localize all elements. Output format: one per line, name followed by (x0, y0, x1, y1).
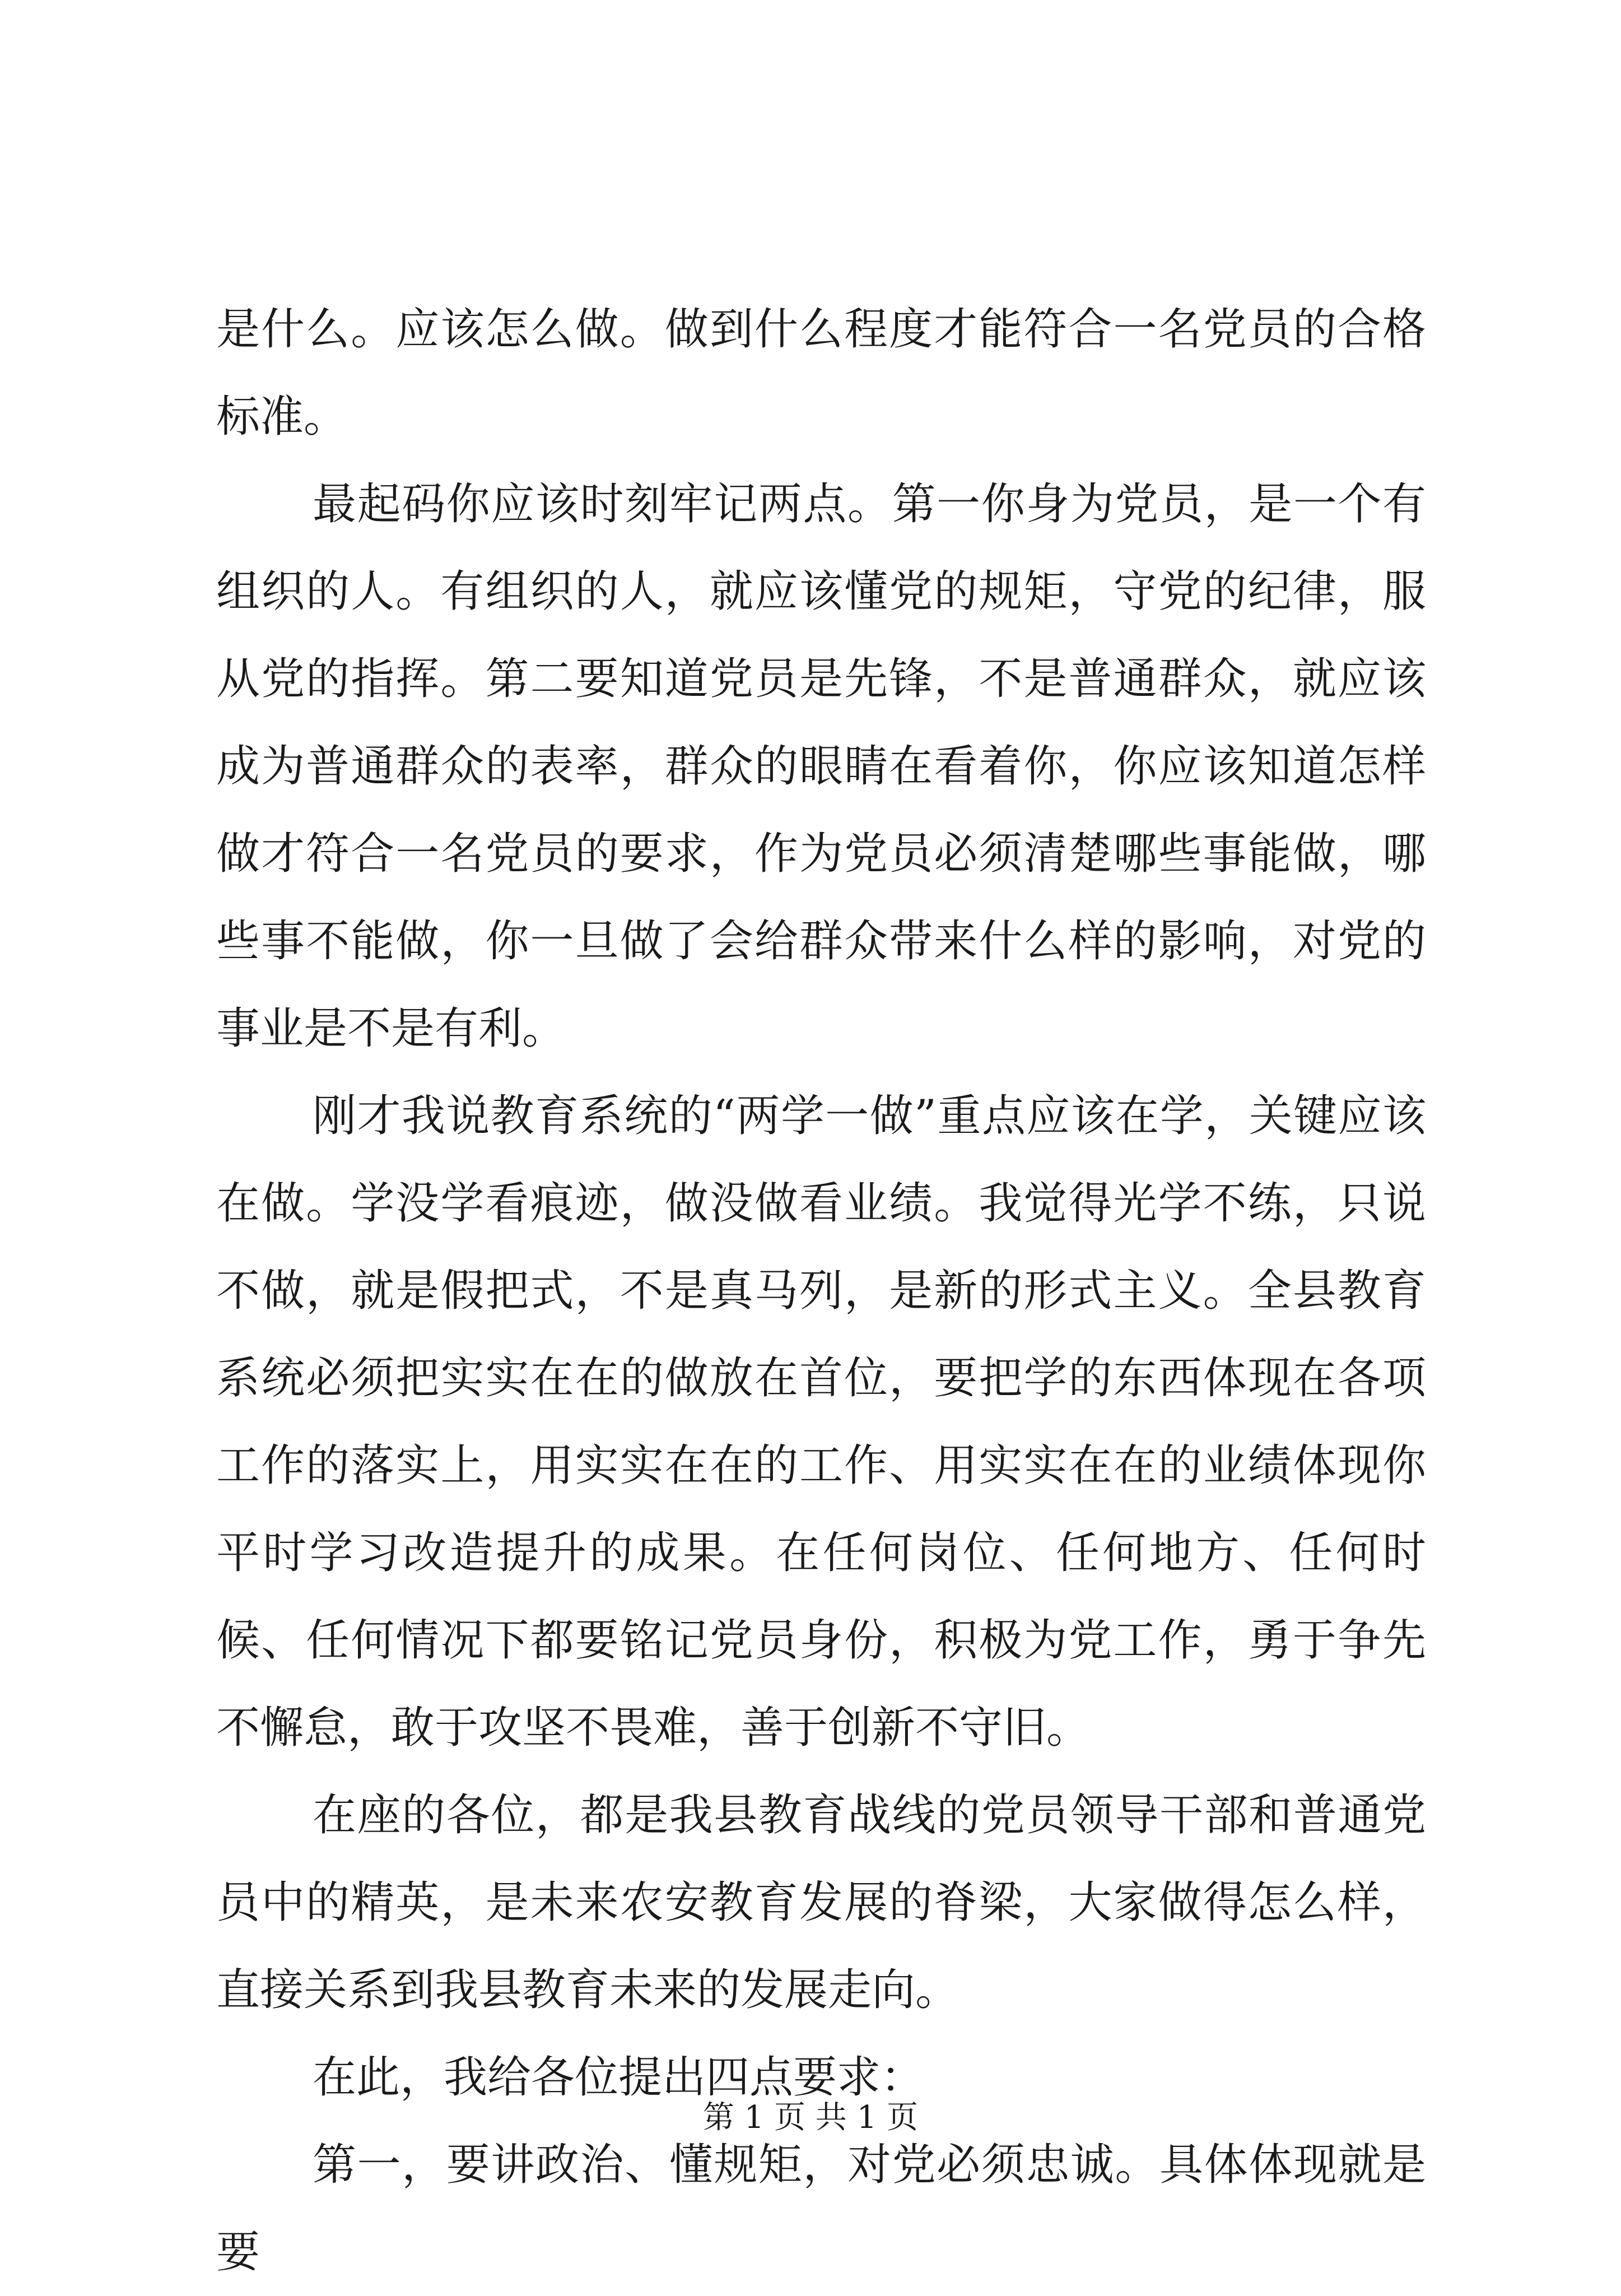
page-number-footer: 第 1 页 共 1 页 (702, 2099, 919, 2136)
document-body (216, 286, 1426, 2296)
paragraph-learn-and-do: 刚才我说教育系统的“两学一做”重点应该在学，关键应该在做。学没学看痕迹，做没做看业绩。我觉得光学不练，只说不做，就是假把式，不是真马列，是新的形式主义。全县教育系统必须把实实在在的做放在首位，要把学的东西体现在各项工作的落实上，用实实在在的工作、用实实在在的业绩体现你平时学习改造提升的成果。在任何岗位、任何地方、任何时候、任何情况下都要铭记党员身份，积极为党工作，勇于争先不懈怠，敢于攻坚不畏难，善于创新不守旧。 (216, 1091, 1426, 1753)
paragraph-continuation: 是什么。应该怎么做。做到什么程度才能符合一名党员的合格标准。 (216, 304, 1426, 442)
paragraph-audience: 在座的各位，都是我县教育战线的党员领导干部和普通党员中的精英，是未来农安教育发展的脊梁，大家做得怎么样，直接关系到我县教育未来的发展走向。 (216, 1790, 1426, 2015)
paragraph-two-points: 最起码你应该时刻牢记两点。第一你身为党员，是一个有组织的人。有组织的人，就应该懂党的规矩，守党的纪律，服从党的指挥。第二要知道党员是先锋，不是普通群众，就应该成为普通群众的表率，群众的眼睛在看着你，你应该知道怎样做才符合一名党员的要求，作为党员必须清楚哪些事能做，哪些事不能做，你一旦做了会给群众带来什么样的影响，对党的事业是不是有利。 (216, 479, 1426, 1054)
paragraph-first-requirement: 第一，要讲政治、懂规矩，对党必须忠诚。具体体现就是要 (216, 2140, 1426, 2278)
paragraph-four-requirements: 在此，我给各位提出四点要求： (313, 2052, 925, 2103)
